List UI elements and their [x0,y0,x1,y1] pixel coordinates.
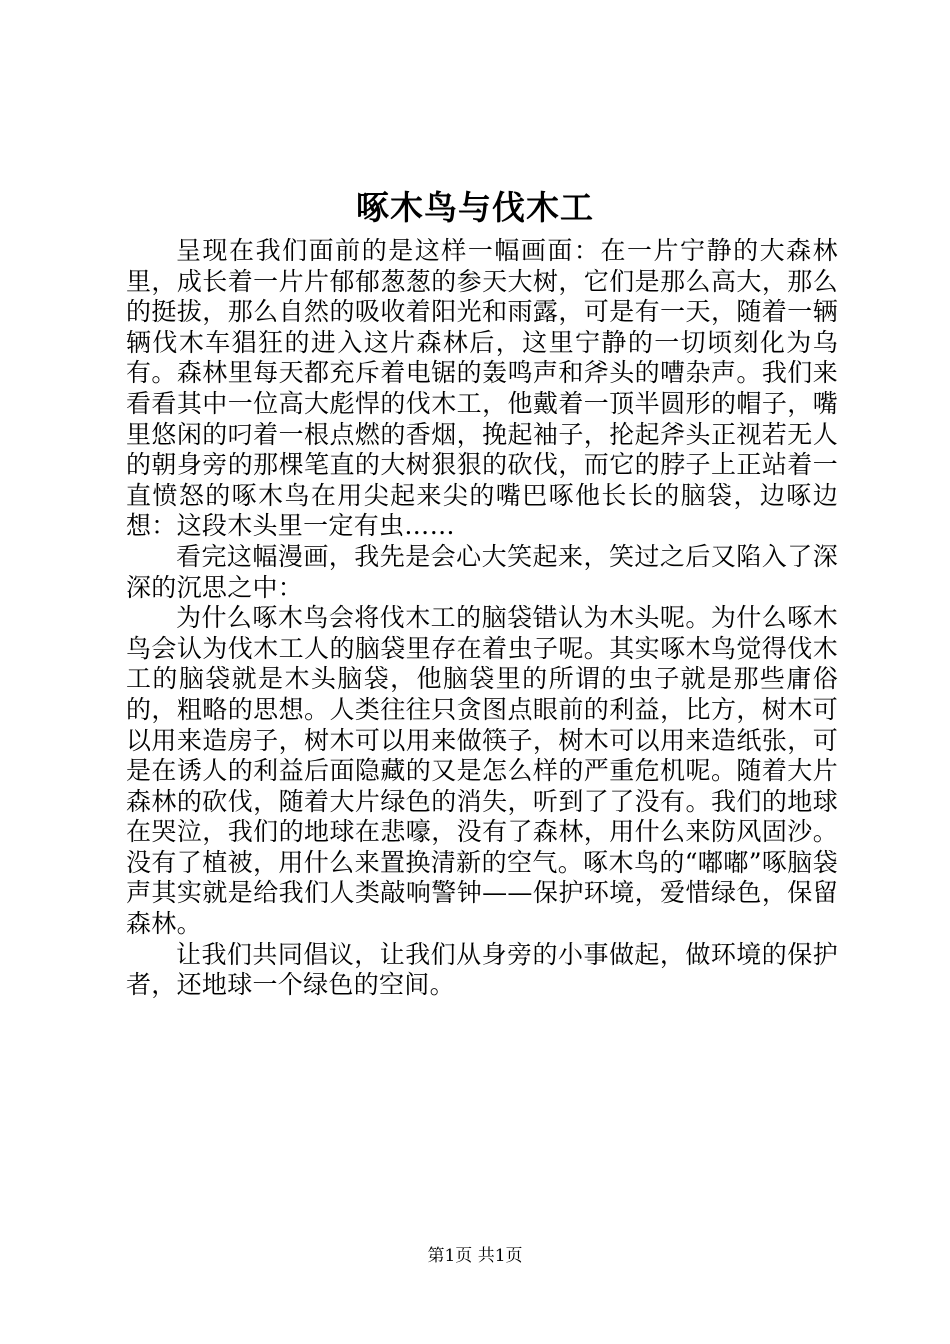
paragraph-2: 看完这幅漫画，我先是会心大笑起来，笑过之后又陷入了深深的沉思之中： [126,541,838,602]
page-footer: 第1页 共1页 [427,1246,523,1266]
paragraph-4: 让我们共同倡议，让我们从身旁的小事做起，做环境的保护者，还地球一个绿色的空间。 [126,939,838,1000]
paragraph-3: 为什么啄木鸟会将伐木工的脑袋错认为木头呢。为什么啄木鸟会认为伐木工人的脑袋里存在着虫子呢。其实啄木鸟觉得伐木工的脑袋就是木头脑袋，他脑袋里的所谓的虫子就是那些庸俗的，粗略的思想。人类往往只贪图点眼前的利益，比方，树木可以用来造房子，树木可以用来做筷子，树木可以用来造纸张，可是在诱人的利益后面隐藏的又是怎么样的严重危机呢。随着大片森林的砍伐，随着大片绿色的消失，听到了了没有。我们的地球在哭泣，我们的地球在悲嚎，没有了森林，用什么来防风固沙。没有了植被，用什么来置换清新的空气。啄木鸟的“嘟嘟”啄脑袋声其实就是给我们人类敲响警钟——保护环境，爱惜绿色，保留森林。 [126,603,838,939]
document-body [126,236,838,1001]
document-title: 啄木鸟与伐木工 [356,188,594,227]
paragraph-1: 呈现在我们面前的是这样一幅画面：在一片宁静的大森林里，成长着一片片郁郁葱葱的参天大树，它们是那么高大，那么的挺拔，那么自然的吸收着阳光和雨露，可是有一天，随着一辆辆伐木车猖狂的进入这片森林后，这里宁静的一切顷刻化为乌有。森林里每天都充斥着电锯的轰鸣声和斧头的嘈杂声。我们来看看其中一位高大彪悍的伐木工，他戴着一顶半圆形的帽子，嘴里悠闲的叼着一根点燃的香烟，挽起袖子，抡起斧头正视若无人的朝身旁的那棵笔直的大树狠狠的砍伐，而它的脖子上正站着一直愤怒的啄木鸟在用尖起来尖的嘴巴啄他长长的脑袋，边啄边想：这段木头里一定有虫…… [126,236,838,541]
